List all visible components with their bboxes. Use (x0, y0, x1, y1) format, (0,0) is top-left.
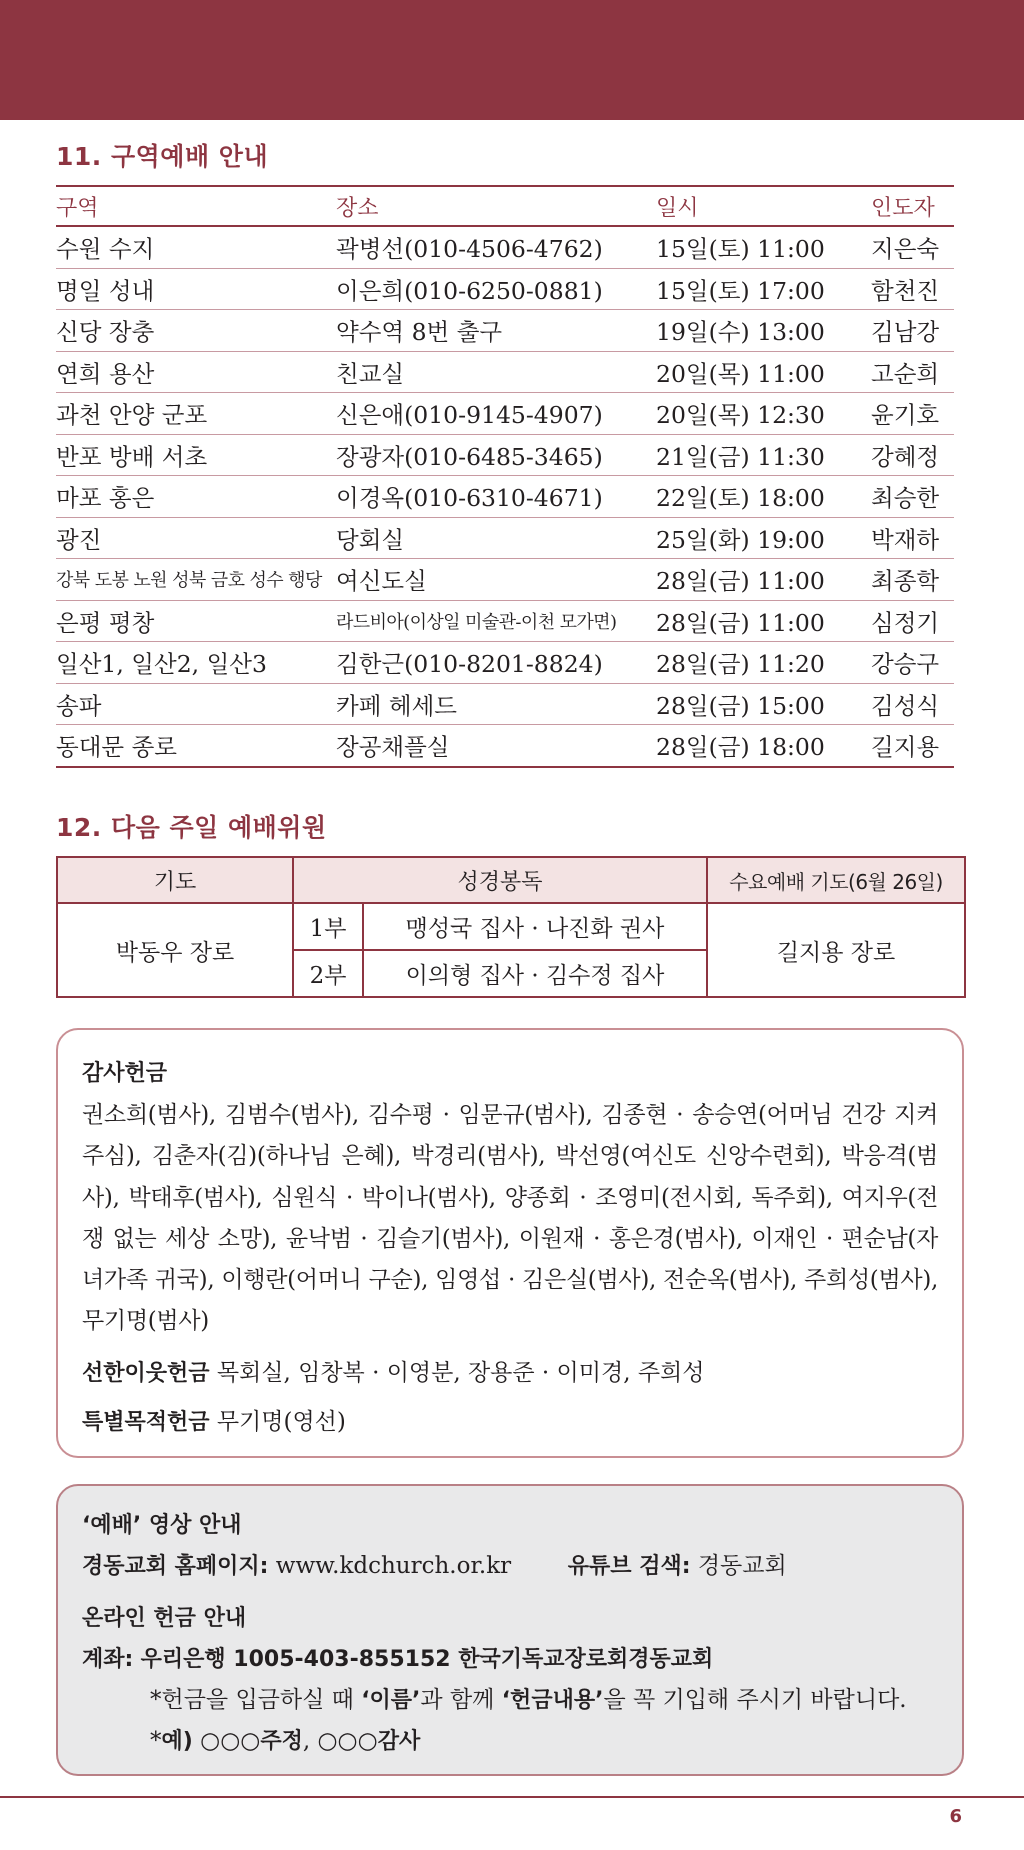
table-row (56, 476, 954, 518)
header-datetime: 일시 (656, 195, 699, 221)
table-row (56, 269, 954, 311)
header-leader: 인도자 (871, 195, 935, 221)
table-header-row (56, 185, 954, 227)
datetime-cell: 28일(금) 11:20 (656, 650, 825, 679)
note-text: * (150, 1728, 162, 1754)
district-cell: 마포 홍은 (56, 484, 155, 513)
note-text: *헌금을 입금하실 때 (150, 1687, 362, 1713)
committee-header-row (57, 857, 965, 903)
place-cell: 약수역 8번 출구 (336, 318, 503, 347)
district-cell: 동대문 종로 (56, 733, 177, 762)
table-row (56, 601, 954, 643)
thanksgiving-offering-title: 감사헌금 (82, 1061, 168, 1086)
video-info-title: ‘예배’ 영상 안내 (82, 1513, 242, 1538)
table-row (56, 227, 954, 269)
leader-cell: 김남강 (871, 318, 940, 347)
district-cell: 신당 장충 (56, 318, 155, 347)
youtube-text: 경동교회 (697, 1553, 787, 1579)
worship-committee-table (56, 856, 966, 998)
video-info-box (56, 1484, 964, 1776)
table-row (56, 435, 954, 477)
leader-cell: 길지용 (871, 733, 940, 762)
neighbor-offering-line (82, 1355, 938, 1392)
district-cell: 연희 용산 (56, 359, 155, 388)
datetime-cell: 21일(금) 11:30 (656, 442, 825, 471)
footer-rule (0, 1796, 1024, 1798)
note-emphasis: ‘이름’ (361, 1688, 421, 1713)
thanksgiving-offering-list: 권소희(범사), 김범수(범사), 김수평 · 임문규(범사), 김종현 · 송승연(어머님 건강 지켜주심), 김춘자(김)(하나님 은혜), 박경리(범사), 박선영(여신도 신앙수련회), 박응격(범사), 박태후(범사), 심원식 · 박이나(범사), 양종회 · 조영미(전시회, 독주회), 여지우(전쟁 없는 세상 소망), 윤낙범 · 김슬기(범사), 이원재 · 홍은경(범사), 이재인 · 편순남(자녀가족 귀국), 이행란(어머니 구순), 임영섭 · 김은실(범사), 전순옥(범사), 주희성(범사), 무기명(범사) (82, 1102, 938, 1335)
example-note (82, 1721, 938, 1762)
table-row (56, 725, 954, 768)
account-line (82, 1639, 938, 1680)
section-12-title: 12. 다음 주일 예배위원 (56, 813, 327, 842)
place-cell: 장광자(010-6485-3465) (336, 442, 603, 471)
place-cell: 이은희(010-6250-0881) (336, 276, 603, 305)
datetime-cell: 15일(토) 11:00 (656, 235, 825, 264)
district-cell: 일산1, 일산2, 일산3 (56, 650, 267, 679)
place-cell: 친교실 (336, 359, 405, 388)
table-row (56, 559, 954, 601)
place-cell: 곽병선(010-4506-4762) (336, 235, 603, 264)
homepage-url: www.kdchurch.or.kr (275, 1553, 512, 1579)
page-number: 6 (949, 1806, 962, 1827)
district-worship-table (56, 185, 954, 768)
reader-names-cell: 이의형 집사 · 김수정 집사 (363, 950, 707, 997)
place-cell: 여신도실 (336, 567, 427, 596)
note-emphasis: 감사 (377, 1729, 421, 1754)
note-text: 과 함께 (420, 1687, 502, 1713)
reader-names-cell: 맹성국 집사 · 나진화 권사 (363, 903, 707, 950)
note-text: 을 꼭 기입해 주시기 바랍니다. (603, 1687, 907, 1713)
header-district: 구역 (56, 195, 99, 221)
special-offering-text: 무기명(영선) (216, 1408, 346, 1435)
header-place: 장소 (336, 195, 379, 221)
district-cell: 명일 성내 (56, 276, 155, 305)
leader-cell: 지은숙 (871, 235, 940, 264)
wednesday-prayer-cell: 길지용 장로 (707, 903, 965, 997)
district-cell: 광진 (56, 525, 102, 554)
header-scripture-reading: 성경봉독 (293, 857, 707, 903)
place-cell: 라드비아(이상일 미술관-이천 모가면) (336, 611, 617, 633)
online-offering-title: 온라인 헌금 안내 (82, 1606, 247, 1631)
header-prayer: 기도 (57, 857, 293, 903)
datetime-cell: 19일(수) 13:00 (656, 318, 825, 347)
leader-cell: 심정기 (871, 608, 940, 637)
table-row (56, 352, 954, 394)
place-cell: 신은애(010-9145-4907) (336, 401, 603, 430)
place-cell: 장공채플실 (336, 733, 450, 762)
service-part-cell: 2부 (293, 950, 363, 997)
leader-cell: 김성식 (871, 691, 940, 720)
datetime-cell: 28일(금) 18:00 (656, 733, 825, 762)
place-cell: 당회실 (336, 525, 405, 554)
datetime-cell: 28일(금) 11:00 (656, 567, 825, 596)
special-offering-label: 특별목적헌금 (82, 1409, 210, 1435)
district-cell: 과천 안양 군포 (56, 401, 208, 430)
place-cell: 김한근(010-8201-8824) (336, 650, 603, 679)
header-band (0, 0, 1024, 120)
place-cell: 이경옥(010-6310-4671) (336, 484, 603, 513)
header-wednesday-prayer: 수요예배 기도(6월 26일) (707, 857, 965, 903)
account-text: 우리은행 1005-403-855152 한국기독교장로회경동교회 (140, 1647, 714, 1672)
datetime-cell: 28일(금) 15:00 (656, 691, 825, 720)
datetime-cell: 22일(토) 18:00 (656, 484, 825, 513)
place-cell: 카페 헤세드 (336, 691, 457, 720)
leader-cell: 최종학 (871, 567, 940, 596)
special-offering-line (82, 1404, 938, 1441)
section-11-title: 11. 구역예배 안내 (56, 142, 269, 171)
offering-box (56, 1028, 964, 1458)
datetime-cell: 28일(금) 11:00 (656, 608, 825, 637)
note-emphasis: ‘헌금내용’ (501, 1688, 604, 1713)
table-row (56, 393, 954, 435)
homepage-line (82, 1546, 938, 1587)
leader-cell: 강승구 (871, 650, 940, 679)
district-cell: 강북 도봉 노원 성북 금호 성수 행당 (56, 570, 322, 592)
leader-cell: 함천진 (871, 276, 940, 305)
leader-cell: 강혜정 (871, 442, 940, 471)
district-cell: 은평 평창 (56, 608, 155, 637)
prayer-cell: 박동우 장로 (57, 903, 293, 997)
district-cell: 송파 (56, 691, 102, 720)
datetime-cell: 20일(목) 12:30 (656, 401, 825, 430)
deposit-note (82, 1680, 938, 1721)
table-row (56, 642, 954, 684)
account-label: 계좌: (82, 1647, 134, 1672)
homepage-label: 경동교회 홈페이지: (82, 1554, 269, 1579)
neighbor-offering-label: 선한이웃헌금 (82, 1360, 210, 1386)
datetime-cell: 15일(토) 17:00 (656, 276, 825, 305)
note-emphasis: 주정 (260, 1729, 303, 1754)
table-row (56, 310, 954, 352)
note-emphasis: 예) (161, 1729, 193, 1754)
table-row (56, 518, 954, 560)
datetime-cell: 20일(목) 11:00 (656, 359, 825, 388)
committee-row (57, 903, 965, 950)
datetime-cell: 25일(화) 19:00 (656, 525, 825, 554)
note-text: ○○○ (192, 1728, 261, 1754)
district-cell: 수원 수지 (56, 235, 155, 264)
neighbor-offering-text: 목회실, 임창복 · 이영분, 장용준 · 이미경, 주희성 (216, 1359, 705, 1386)
leader-cell: 박재하 (871, 525, 940, 554)
youtube-label: 유튜브 검색: (567, 1554, 691, 1579)
table-row (56, 684, 954, 726)
note-text: , ○○○ (302, 1728, 378, 1754)
leader-cell: 최승한 (871, 484, 940, 513)
leader-cell: 윤기호 (871, 401, 940, 430)
leader-cell: 고순희 (871, 359, 940, 388)
service-part-cell: 1부 (293, 903, 363, 950)
district-cell: 반포 방배 서초 (56, 442, 208, 471)
